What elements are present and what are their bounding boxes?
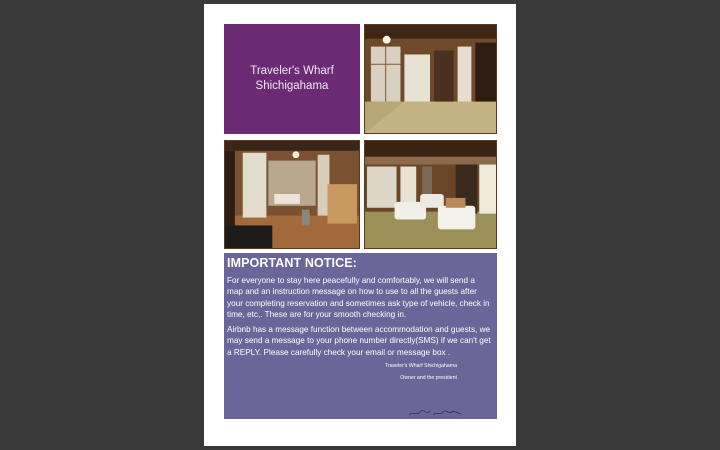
- title-line-2: Shichigahama: [255, 80, 329, 92]
- handwritten-signature: [407, 408, 463, 418]
- notice-paragraph-2: Airbnb has a message function between accommodation and guests, we may send a message to your phone number directly(SMS) if we can't get a REPLY. Please carefully check your email or message box .: [227, 325, 491, 357]
- notice-heading: IMPORTANT NOTICE:: [227, 256, 357, 270]
- photo-futon-room: [364, 140, 497, 249]
- signature-block: [227, 362, 493, 382]
- photo-tatami-room: [364, 24, 497, 134]
- document-page: [204, 4, 516, 446]
- sign-name: Traveler's Wharf Shichigahama: [384, 363, 457, 370]
- important-notice-box: [224, 253, 497, 419]
- photo-living-room: [224, 140, 360, 249]
- sign-role: Owner and the president: [400, 375, 457, 382]
- notice-paragraph-1: For everyone to stay here peacefully and comfortably, we will send a map and an instruction message on how to use to all the guests after your completing reservation and sometimes ask type of vehicle, check in time, etc,. These are for your smooth checking in.: [227, 276, 490, 319]
- title-tile: [224, 24, 360, 134]
- title-line-1: Traveler's Wharf: [250, 65, 334, 77]
